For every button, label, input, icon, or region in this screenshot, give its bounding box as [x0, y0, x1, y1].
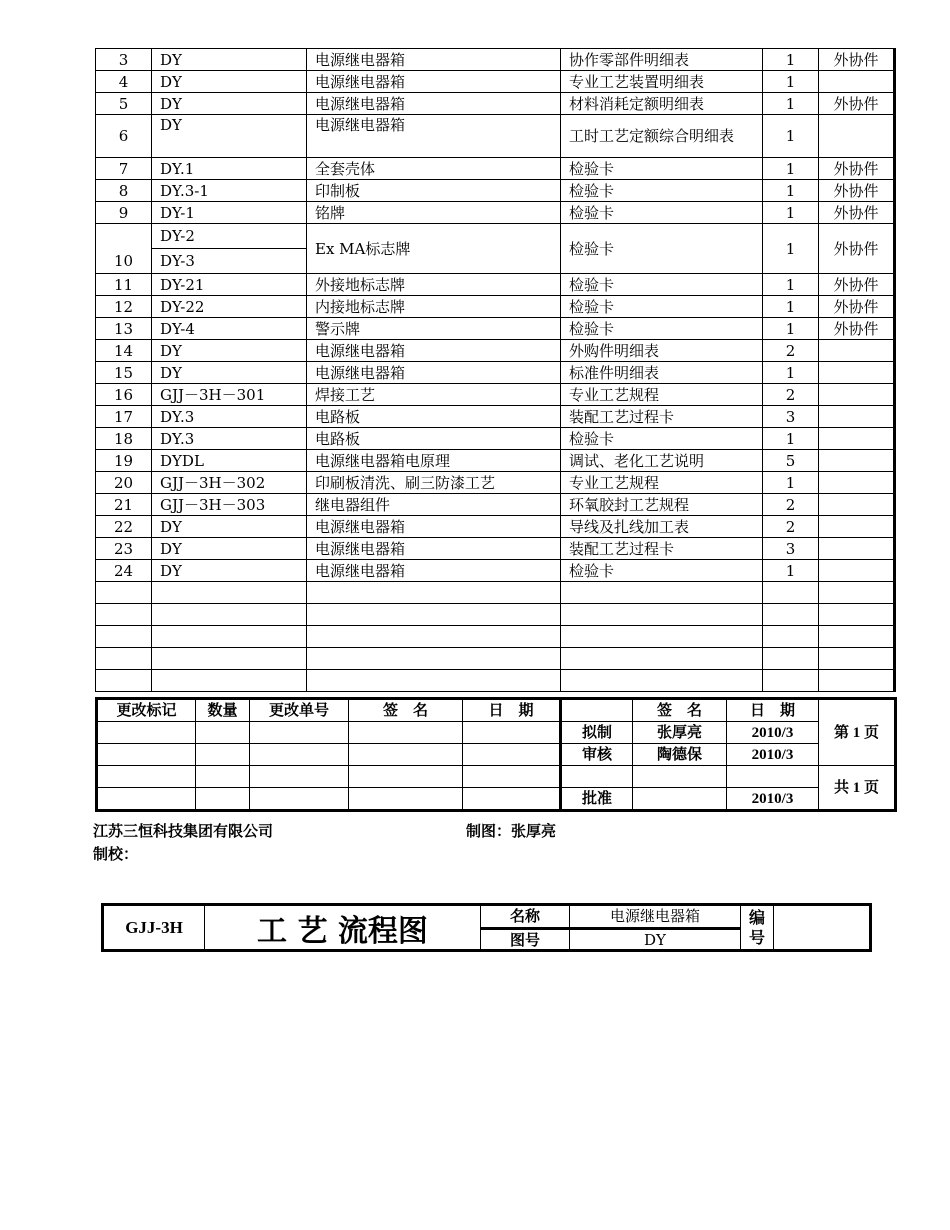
row-document: 装配工艺过程卡	[561, 406, 763, 428]
empty-row	[96, 604, 895, 626]
row-number: 23	[96, 538, 152, 560]
row-part-name: 警示牌	[307, 318, 561, 340]
table-row	[96, 384, 895, 406]
row-note: 外协件	[819, 158, 895, 180]
row-number: 5	[96, 93, 152, 115]
draft-name: 张厚亮	[633, 722, 727, 744]
row-number: 10	[96, 224, 152, 274]
drawing-value: DY	[644, 931, 666, 949]
row-part-name: 外接地标志牌	[307, 274, 561, 296]
row-number: 18	[96, 428, 152, 450]
row-document: 工时工艺定额综合明细表	[561, 115, 763, 158]
row-code: DY.3-1	[152, 180, 307, 202]
row-part-name: 内接地标志牌	[307, 296, 561, 318]
row-document: 材料消耗定额明细表	[561, 93, 763, 115]
row-code: DY-1	[152, 202, 307, 224]
review-name: 陶德保	[633, 744, 727, 766]
signature-table	[95, 697, 897, 812]
row-code: DY-22	[152, 296, 307, 318]
row-document: 外购件明细表	[561, 340, 763, 362]
row-number: 9	[96, 202, 152, 224]
row-code: DY	[152, 71, 307, 93]
total-pages: 共 1 页	[819, 766, 896, 811]
empty-row	[96, 626, 895, 648]
number-label: 编号	[741, 906, 774, 949]
row-code: DY-21	[152, 274, 307, 296]
row-number: 16	[96, 384, 152, 406]
row-part-name: 电源继电器箱	[307, 340, 561, 362]
table-row	[96, 472, 895, 494]
signature-header: 签 名	[349, 699, 463, 722]
row-part-name: 电源继电器箱	[307, 560, 561, 582]
signature-header-2: 签 名	[633, 699, 727, 722]
row-number: 19	[96, 450, 152, 472]
row-document: 装配工艺过程卡	[561, 538, 763, 560]
row-note	[819, 71, 895, 93]
row-code: DY	[152, 49, 307, 71]
row-code: DYDL	[152, 450, 307, 472]
table-row	[96, 180, 895, 202]
row-note: 外协件	[819, 296, 895, 318]
row-note: 外协件	[819, 224, 895, 274]
draft-label: 拟制	[561, 722, 633, 744]
row-document: 检验卡	[561, 274, 763, 296]
row-part-name: 电源继电器箱	[307, 538, 561, 560]
row-code: GJJ－3H－301	[152, 384, 307, 406]
draft-date: 2010/3	[727, 722, 819, 744]
row-code: DY-4	[152, 318, 307, 340]
row-code: GJJ－3H－302	[152, 472, 307, 494]
row-part-name: Ex MA标志牌	[307, 224, 561, 274]
table-row	[96, 318, 895, 340]
table-row	[96, 450, 895, 472]
row-quantity: 1	[763, 224, 819, 274]
empty-row	[96, 648, 895, 670]
row-code: DY	[152, 538, 307, 560]
row-quantity: 1	[763, 362, 819, 384]
row-code: GJJ－3H－303	[152, 494, 307, 516]
row-part-name: 印制板	[307, 180, 561, 202]
name-value: 电源继电器箱	[570, 906, 740, 930]
row-document: 检验卡	[561, 560, 763, 582]
row-quantity: 3	[763, 406, 819, 428]
row-document: 专业工艺装置明细表	[561, 71, 763, 93]
row-note	[819, 538, 895, 560]
row-number: 15	[96, 362, 152, 384]
row-number: 13	[96, 318, 152, 340]
row-note	[819, 115, 895, 158]
row-number: 6	[96, 115, 152, 158]
row-quantity: 2	[763, 516, 819, 538]
table-row	[96, 560, 895, 582]
title-code: GJJ-3H	[104, 906, 205, 949]
row-code: DY	[152, 115, 307, 158]
row-note	[819, 406, 895, 428]
approve-date: 2010/3	[727, 788, 819, 811]
row-document: 检验卡	[561, 158, 763, 180]
table-row	[96, 428, 895, 450]
row-part-name: 焊接工艺	[307, 384, 561, 406]
row-note	[819, 494, 895, 516]
row-code: DY.1	[152, 158, 307, 180]
row-quantity: 1	[763, 428, 819, 450]
row-number: 8	[96, 180, 152, 202]
row-note: 外协件	[819, 180, 895, 202]
row-number: 20	[96, 472, 152, 494]
row-quantity: 1	[763, 560, 819, 582]
review-label: 审核	[561, 744, 633, 766]
row-part-name: 电源继电器箱	[307, 71, 561, 93]
row-code: DY	[152, 340, 307, 362]
table-row	[96, 71, 895, 93]
row-part-name: 电源继电器箱	[307, 115, 561, 158]
row-document: 检验卡	[561, 318, 763, 340]
row-document: 检验卡	[561, 428, 763, 450]
row-part-name: 电源继电器箱	[307, 362, 561, 384]
table-row	[96, 202, 895, 224]
table-row	[96, 296, 895, 318]
drawing-label: 图号	[509, 931, 540, 949]
row-quantity: 5	[763, 450, 819, 472]
row-note	[819, 560, 895, 582]
row-code: DY	[152, 560, 307, 582]
table-row	[96, 224, 895, 249]
row-quantity: 1	[763, 180, 819, 202]
table-row	[96, 516, 895, 538]
row-note	[819, 516, 895, 538]
row-note	[819, 450, 895, 472]
row-document: 专业工艺规程	[561, 472, 763, 494]
row-note	[819, 472, 895, 494]
row-code: DY.3	[152, 406, 307, 428]
row-quantity: 1	[763, 296, 819, 318]
row-quantity: 1	[763, 158, 819, 180]
title-heading: 工 艺 流程图	[205, 906, 481, 949]
row-note: 外协件	[819, 202, 895, 224]
row-number: 17	[96, 406, 152, 428]
row-document: 标准件明细表	[561, 362, 763, 384]
row-number: 11	[96, 274, 152, 296]
row-document: 专业工艺规程	[561, 384, 763, 406]
table-row	[96, 494, 895, 516]
row-number: 21	[96, 494, 152, 516]
page-number: 第 1 页	[819, 699, 896, 766]
row-note: 外协件	[819, 318, 895, 340]
table-row	[96, 362, 895, 384]
row-note	[819, 340, 895, 362]
drawer-name: 制图：张厚亮	[466, 822, 557, 840]
row-quantity: 1	[763, 115, 819, 158]
table-row	[96, 406, 895, 428]
empty-row	[96, 582, 895, 604]
row-number: 24	[96, 560, 152, 582]
row-part-name: 电源继电器箱	[307, 93, 561, 115]
table-row	[96, 49, 895, 71]
process-list-table	[95, 48, 896, 692]
row-note: 外协件	[819, 274, 895, 296]
row-quantity: 1	[763, 49, 819, 71]
row-document: 检验卡	[561, 296, 763, 318]
row-number: 22	[96, 516, 152, 538]
row-number: 12	[96, 296, 152, 318]
row-code: DY.3	[152, 428, 307, 450]
table-row	[96, 340, 895, 362]
row-document: 调试、老化工艺说明	[561, 450, 763, 472]
row-code-2: DY-3	[152, 249, 307, 274]
row-part-name: 继电器组件	[307, 494, 561, 516]
row-quantity: 2	[763, 340, 819, 362]
row-code: DY	[152, 362, 307, 384]
row-code: DY	[152, 93, 307, 115]
row-document: 检验卡	[561, 180, 763, 202]
row-document: 协作零部件明细表	[561, 49, 763, 71]
table-row	[96, 158, 895, 180]
row-part-name: 电源继电器箱	[307, 49, 561, 71]
quantity-header: 数量	[196, 699, 250, 722]
row-part-name: 印刷板清洗、刷三防漆工艺	[307, 472, 561, 494]
row-quantity: 3	[763, 538, 819, 560]
row-part-name: 全套壳体	[307, 158, 561, 180]
empty-row	[96, 670, 895, 692]
row-number: 7	[96, 158, 152, 180]
name-label: 名称	[481, 906, 569, 930]
row-document: 导线及扎线加工表	[561, 516, 763, 538]
checker-label: 制校：	[93, 845, 139, 863]
date-header-2: 日 期	[727, 699, 819, 722]
date-header: 日 期	[463, 699, 561, 722]
row-quantity: 1	[763, 318, 819, 340]
row-part-name: 电源继电器箱	[307, 516, 561, 538]
row-quantity: 2	[763, 384, 819, 406]
change-mark-header: 更改标记	[97, 699, 196, 722]
row-quantity: 1	[763, 472, 819, 494]
change-no-header: 更改单号	[250, 699, 349, 722]
row-part-name: 电路板	[307, 406, 561, 428]
row-document: 检验卡	[561, 224, 763, 274]
table-row	[96, 93, 895, 115]
row-part-name: 电路板	[307, 428, 561, 450]
row-note: 外协件	[819, 93, 895, 115]
row-quantity: 1	[763, 274, 819, 296]
row-quantity: 1	[763, 202, 819, 224]
row-code: DY-2	[152, 224, 307, 249]
approve-label: 批准	[561, 788, 633, 811]
row-document: 环氧胶封工艺规程	[561, 494, 763, 516]
row-quantity: 2	[763, 494, 819, 516]
title-block	[101, 903, 872, 952]
row-note	[819, 428, 895, 450]
review-date: 2010/3	[727, 744, 819, 766]
row-number: 4	[96, 71, 152, 93]
row-note	[819, 384, 895, 406]
row-number: 14	[96, 340, 152, 362]
row-part-name: 电源继电器箱电原理	[307, 450, 561, 472]
table-row	[96, 274, 895, 296]
row-part-name: 铭牌	[307, 202, 561, 224]
row-code: DY	[152, 516, 307, 538]
table-row	[96, 538, 895, 560]
table-row	[96, 115, 895, 158]
row-document: 检验卡	[561, 202, 763, 224]
row-quantity: 1	[763, 93, 819, 115]
company-name: 江苏三恒科技集团有限公司	[93, 822, 274, 840]
row-number: 3	[96, 49, 152, 71]
row-note: 外协件	[819, 49, 895, 71]
row-note	[819, 362, 895, 384]
row-quantity: 1	[763, 71, 819, 93]
